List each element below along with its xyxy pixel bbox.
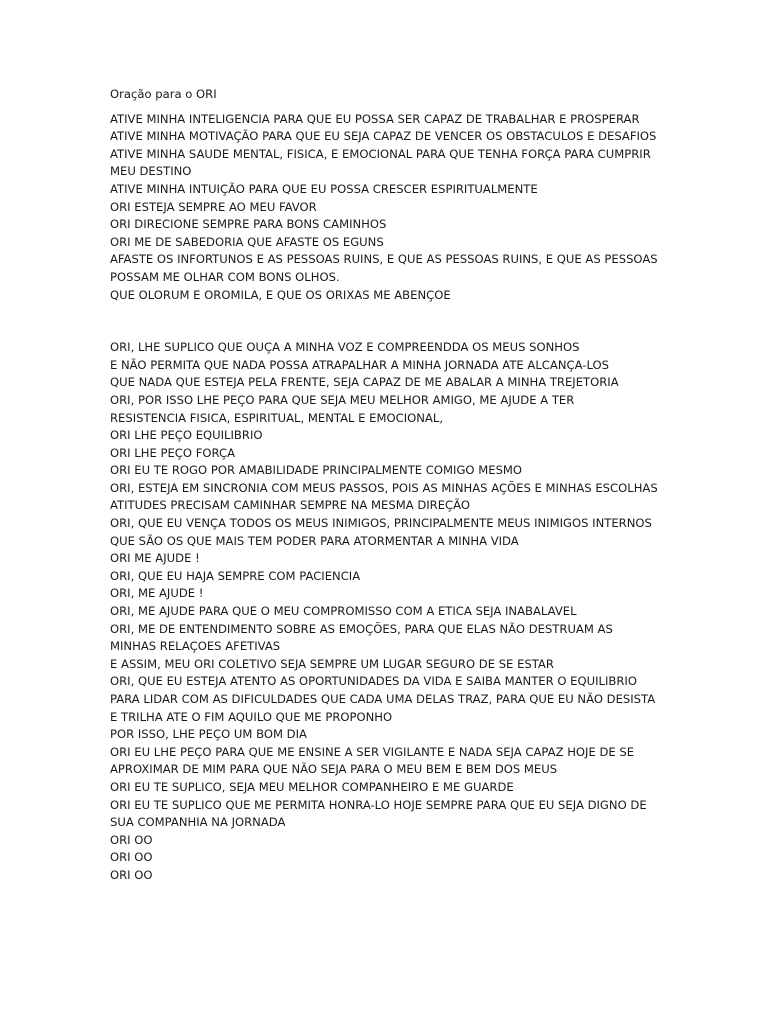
text-line: ATIVE MINHA MOTIVAÇÃO PARA QUE EU SEJA CAPAZ DE VENCER OS OBSTACULOS E DESAFIOS (110, 129, 657, 144)
text-line: E ASSIM, MEU ORI COLETIVO SEJA SEMPRE UM LUGAR SEGURO DE SE ESTAR (110, 656, 554, 671)
text-line: E NÃO PERMITA QUE NADA POSSA ATRAPALHAR A MINHA JORNADA ATE ALCANÇA-LOS (110, 357, 609, 372)
document-title: Oração para o ORI (110, 87, 217, 101)
text-line: RESISTENCIA FISICA, ESPIRITUAL, MENTAL E EMOCIONAL, (110, 410, 444, 425)
text-line: E TRILHA ATE O FIM AQUILO QUE ME PROPONHO (110, 709, 393, 724)
text-line: ORI, ME DE ENTENDIMENTO SOBRE AS EMOÇÕES, PARA QUE ELAS NÃO DESTRUAM AS (110, 621, 613, 636)
text-line: ATITUDES PRECISAM CAMINHAR SEMPRE NA MESMA DIREÇÃO (110, 498, 471, 513)
text-line: ORI OO (110, 867, 153, 882)
text-line: ORI, POR ISSO LHE PEÇO PARA QUE SEJA MEU MELHOR AMIGO, ME AJUDE A TER (110, 392, 575, 407)
text-line: MINHAS RELAÇOES AFETIVAS (110, 639, 281, 654)
text-line: ATIVE MINHA INTELIGENCIA PARA QUE EU POSSA SER CAPAZ DE TRABALHAR E PROSPERAR (110, 111, 640, 126)
stanza-spacer (110, 304, 670, 339)
text-line: ORI, ME AJUDE ! (110, 586, 204, 601)
text-line: POSSAM ME OLHAR COM BONS OLHOS. (110, 269, 340, 284)
text-line: QUE OLORUM E OROMILA, E QUE OS ORIXAS ME ABENÇOE (110, 287, 451, 302)
text-line: APROXIMAR DE MIM PARA QUE NÃO SEJA PARA O MEU BEM E BEM DOS MEUS (110, 762, 558, 777)
text-line: ORI OO (110, 850, 153, 865)
text-line: PARA LIDAR COM AS DIFICULDADES QUE CADA UMA DELAS TRAZ, PARA QUE EU NÃO DESISTA (110, 692, 656, 706)
text-line: ORI, QUE EU VENÇA TODOS OS MEUS INIMIGOS, PRINCIPALMENTE MEUS INIMIGOS INTERNOS (110, 516, 652, 531)
text-line: ORI OO (110, 832, 153, 847)
text-line: SUA COMPANHIA NA JORNADA (110, 815, 286, 830)
text-line: ORI EU TE SUPLICO QUE ME PERMITA HONRA-LO HOJE SEMPRE PARA QUE EU SEJA DIGNO DE (110, 797, 647, 812)
text-line: POR ISSO, LHE PEÇO UM BOM DIA (110, 727, 307, 742)
text-line: ORI ME DE SABEDORIA QUE AFASTE OS EGUNS (110, 234, 384, 249)
document-body (110, 86, 670, 885)
text-line: ORI, QUE EU HAJA SEMPRE COM PACIENCIA (110, 568, 361, 583)
text-line: ORI LHE PEÇO EQUILIBRIO (110, 428, 263, 443)
text-line: ORI ESTEJA SEMPRE AO MEU FAVOR (110, 199, 317, 214)
text-line: ORI EU TE SUPLICO, SEJA MEU MELHOR COMPANHEIRO E ME GUARDE (110, 779, 514, 794)
text-line: ORI, QUE EU ESTEJA ATENTO AS OPORTUNIDADES DA VIDA E SAIBA MANTER O EQUILIBRIO (110, 674, 637, 689)
text-line: ORI LHE PEÇO FORÇA (110, 445, 235, 460)
text-line: ORI, ME AJUDE PARA QUE O MEU COMPROMISSO COM A ETICA SEJA INABALAVEL (110, 604, 577, 619)
text-line: ORI EU TE ROGO POR AMABILIDADE PRINCIPALMENTE COMIGO MESMO (110, 463, 523, 478)
text-line: ORI DIRECIONE SEMPRE PARA BONS CAMINHOS (110, 217, 387, 232)
text-line: ATIVE MINHA INTUIÇÃO PARA QUE EU POSSA CRESCER ESPIRITUALMENTE (110, 181, 538, 196)
text-line: MEU DESTINO (110, 164, 192, 179)
text-line: AFASTE OS INFORTUNOS E AS PESSOAS RUINS, E QUE AS PESSOAS RUINS, E QUE AS PESSOAS (110, 252, 658, 267)
text-line: ORI EU LHE PEÇO PARA QUE ME ENSINE A SER VIGILANTE E NADA SEJA CAPAZ HOJE DE SE (110, 744, 635, 759)
text-line: ORI ME AJUDE ! (110, 551, 200, 566)
text-line: QUE NADA QUE ESTEJA PELA FRENTE, SEJA CAPAZ DE ME ABALAR A MINHA TREJETORIA (110, 375, 619, 390)
stanza-2 (110, 339, 670, 884)
text-line: QUE SÃO OS QUE MAIS TEM PODER PARA ATORMENTAR A MINHA VIDA (110, 533, 519, 548)
text-line: ATIVE MINHA SAUDE MENTAL, FISICA, E EMOCIONAL PARA QUE TENHA FORÇA PARA CUMPRIR (110, 146, 651, 161)
text-line: ORI, ESTEJA EM SINCRONIA COM MEUS PASSOS, POIS AS MINHAS AÇÕES E MINHAS ESCOLHAS (110, 480, 658, 495)
stanza-1 (110, 111, 670, 305)
text-line: ORI, LHE SUPLICO QUE OUÇA A MINHA VOZ E COMPREENDDA OS MEUS SONHOS (110, 340, 580, 355)
